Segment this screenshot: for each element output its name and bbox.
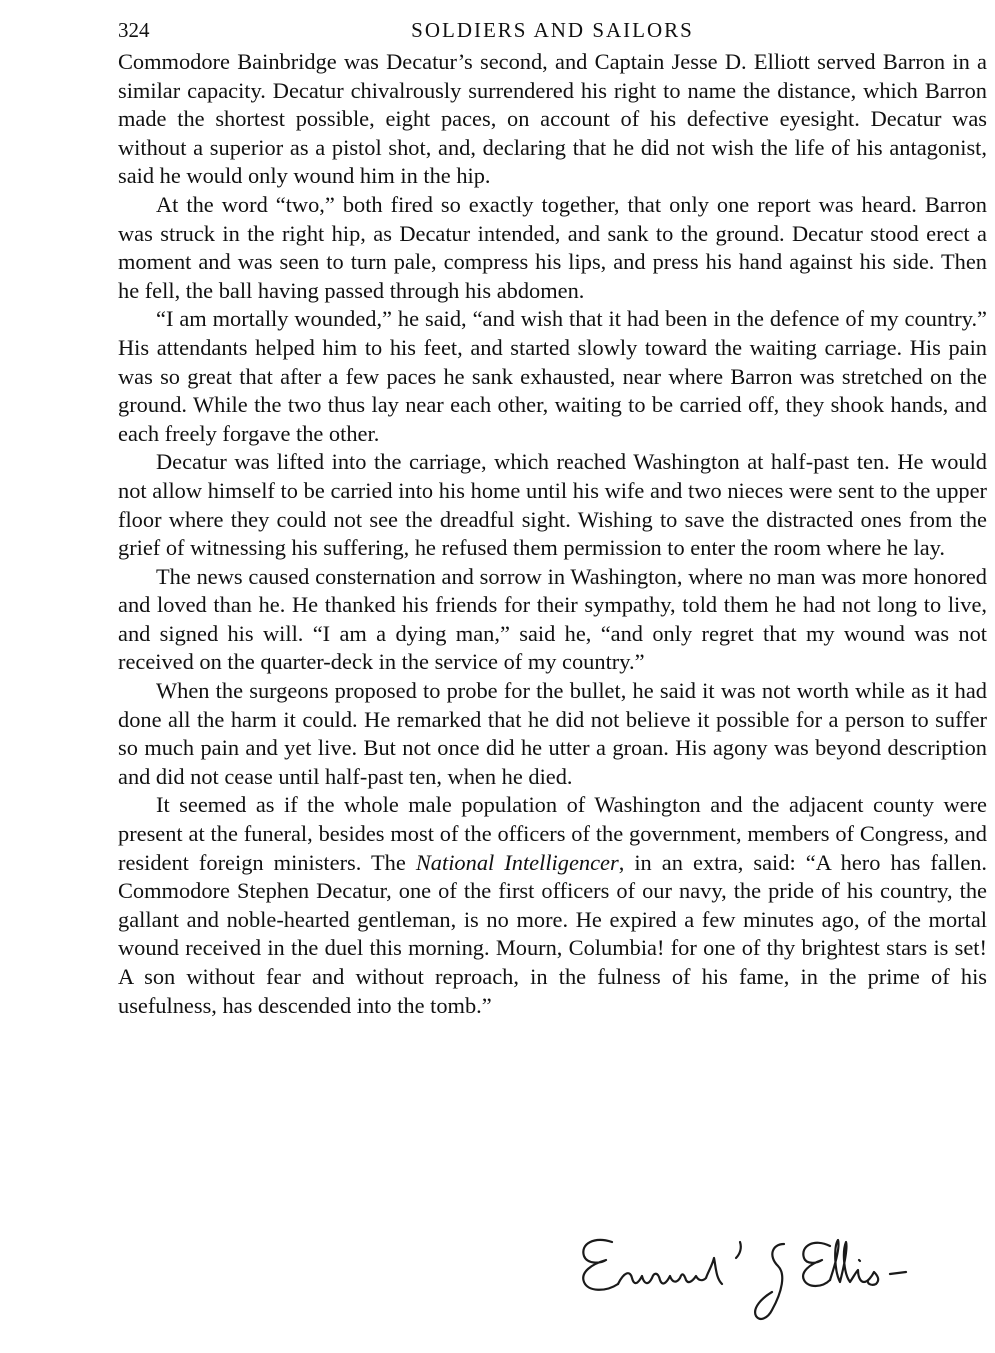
signature-stroke — [830, 1240, 878, 1285]
newspaper-title: National Intelligencer — [415, 849, 619, 875]
paragraph: Decatur was lifted into the carriage, which reached Washington at half-past ten. He would not allow himself to be carried into his home until his wife and two nieces were sent to the upper floor where they could not see the dreadful sight. Wishing to save the distracted ones from the grief of witnessing his suffering, he refused them permission to enter the room where he lay. — [118, 449, 987, 561]
paragraph: “I am mortally wounded,” he said, “and wish that it had been in the defence of my country.” His attendants helped him to his feet, and started slowly toward the waiting carriage. His pain was so great that after a few paces he sank exhausted, near where Barron was stretched on the ground. While the two thus lay near each other, waiting to be carried off, they shook hands, and each freely forgave the other. — [118, 306, 987, 446]
signature-stroke — [803, 1243, 830, 1286]
paragraph: Commodore Bainbridge was Decatur’s second, and Captain Jesse D. Elliott served Barron in a similar capacity. Decatur chivalrously surrendered his right to name the distance, which Barron made the shortest possible, eight paces, on account of his defective eyesight. Decatur was without a superior as a pistol shot, and, declaring that he did not wish the life of his antagonist, said he would only wound him in the hip. — [118, 49, 987, 189]
signature-stroke — [755, 1244, 784, 1319]
body-text — [118, 48, 987, 1020]
signature-stroke — [583, 1240, 618, 1290]
page-header — [118, 14, 987, 48]
paragraph-last — [118, 791, 987, 1020]
page — [118, 14, 987, 1020]
paragraph: When the surgeons proposed to probe for the bullet, he said it was not worth while as it had done all the harm it could. He remarked that he did not believe it possible for a person to suffer so much pain and yet live. But not once did he utter a groan. His agony was beyond description and did not cease until half-past ten, when he died. — [118, 678, 987, 789]
signature-stroke — [736, 1242, 741, 1258]
signature-stroke — [890, 1272, 906, 1274]
page-number: 324 — [118, 18, 150, 42]
running-title: SOLDIERS AND SAILORS — [411, 18, 694, 42]
paragraph-text: It seemed as if the whole male population of Washington and the adjacent county were present at the funeral, besides most of the officers of the government, members of Congress, and resident foreign ministers. The — [118, 792, 987, 875]
handwritten-signature — [572, 1222, 942, 1332]
paragraph-text: , in an extra, said: “A hero has fallen. Commodore Stephen Decatur, one of the first officers of our navy, the pride of his country, the gallant and noble-hearted gentleman, is no more. He expired a few minutes ago, of the mortal wound received in the duel this morning. Mourn, Columbia! for one of thy brightest stars is set! A son without fear and without reproach, in the fulness of his fame, in the prime of his usefulness, has descended into the tomb.” — [118, 849, 987, 1018]
paragraph: The news caused consternation and sorrow in Washington, where no man was more honored and loved than he. He thanked his friends for their sympathy, told them he had not long to live, and signed his will. “I am a dying man,” said he, “and only regret that my wound was not received on the quarter-deck in the service of my country.” — [118, 563, 987, 675]
signature-stroke — [859, 1260, 860, 1261]
signature-stroke — [618, 1258, 722, 1284]
paragraph: At the word “two,” both fired so exactly together, that only one report was heard. Barron was struck in the right hip, as Decatur intended, and sank to the ground. Decatur stood erect a moment and was seen to turn pale, compress his lips, and press his hand against his side. Then he fell, the ball having passed through his abdomen. — [118, 191, 987, 303]
